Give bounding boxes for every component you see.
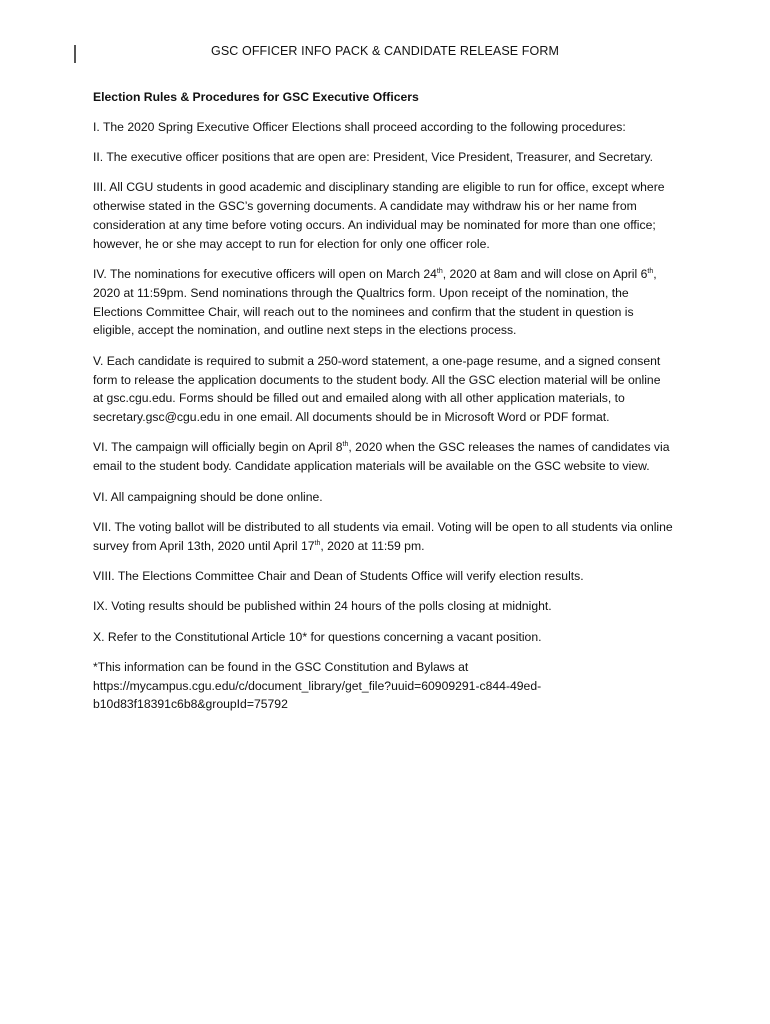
- paragraph-8-part-a: VII. The voting ballot will be distributed to all students via email. Voting will be open to all students via online survey from April 13th, 2020 until April 17: [93, 519, 673, 553]
- paragraph-6: [93, 438, 673, 476]
- paragraph-9: VIII. The Elections Committee Chair and Dean of Students Office will verify election results.: [93, 568, 584, 583]
- document-body: [93, 88, 673, 726]
- page-header: GSC OFFICER INFO PACK & CANDIDATE RELEASE FORM: [211, 44, 559, 58]
- paragraph-5: V. Each candidate is required to submit a 250-word statement, a one-page resume, and a signed consent form to release the application documents to the student body. All the GSC election material will be online at gsc.cgu.edu. Forms should be filled out and emailed along with all other application materials, to secretary.gsc@cgu.edu in one email. All documents should be in Microsoft Word or PDF format.: [93, 353, 661, 425]
- paragraph-1: I. The 2020 Spring Executive Officer Elections shall proceed according to the following procedures:: [93, 119, 626, 134]
- superscript: th: [436, 268, 443, 276]
- paragraph-11: X. Refer to the Constitutional Article 10* for questions concerning a vacant position.: [93, 629, 542, 644]
- paragraph-2: II. The executive officer positions that are open are: President, Vice President, Treasurer, and Secretary.: [93, 150, 654, 165]
- paragraph-4-part-c: , 2020 at 11:59pm. Send nominations through the Qualtrics form. Upon receipt of the nomination, the Elections Committee Chair, will reach out to the nominees and confirm that the student in question is eligible, accept the nomination, and outline next steps in the elections process.: [93, 267, 657, 338]
- superscript: th: [314, 539, 321, 547]
- section-heading: Election Rules & Procedures for GSC Executive Officers: [93, 90, 419, 104]
- paragraph-6-part-b: , 2020 when the GSC releases the names of candidates via email to the student body. Candidate application materials will be available on the GSC website to view.: [93, 440, 670, 474]
- footnote-line-1: *This information can be found in the GSC Constitution and Bylaws at: [93, 659, 469, 674]
- paragraph-6-part-a: VI. The campaign will officially begin on April 8: [93, 440, 343, 455]
- footnote-link-line-1: https://mycampus.cgu.edu/c/document_library/get_file?uuid=60909291-c844-49ed-: [93, 678, 542, 693]
- superscript: th: [647, 268, 654, 276]
- footnote: [93, 658, 673, 714]
- paragraph-10: IX. Voting results should be published within 24 hours of the polls closing at midnight.: [93, 599, 552, 614]
- paragraph-4-part-b: , 2020 at 8am and will close on April 6: [442, 267, 648, 282]
- paragraph-4-part-a: IV. The nominations for executive officers will open on March 24: [93, 267, 437, 282]
- paragraph-3: III. All CGU students in good academic and disciplinary standing are eligible to run for office, except where otherwise stated in the GSC’s governing documents. A candidate may withdraw his or her name from consideration at any time before voting occurs. An individual may be nominated for more than one office; however, he or she may accept to run for election for only one officer role.: [93, 180, 665, 251]
- paragraph-7: VI. All campaigning should be done online.: [93, 489, 323, 504]
- paragraph-8-part-b: , 2020 at 11:59 pm.: [320, 538, 425, 553]
- footnote-link-line-2: b10d83f18391c6b8&groupId=75792: [93, 697, 288, 712]
- paragraph-8: [93, 518, 673, 556]
- superscript: th: [342, 441, 349, 449]
- paragraph-4: [93, 265, 673, 340]
